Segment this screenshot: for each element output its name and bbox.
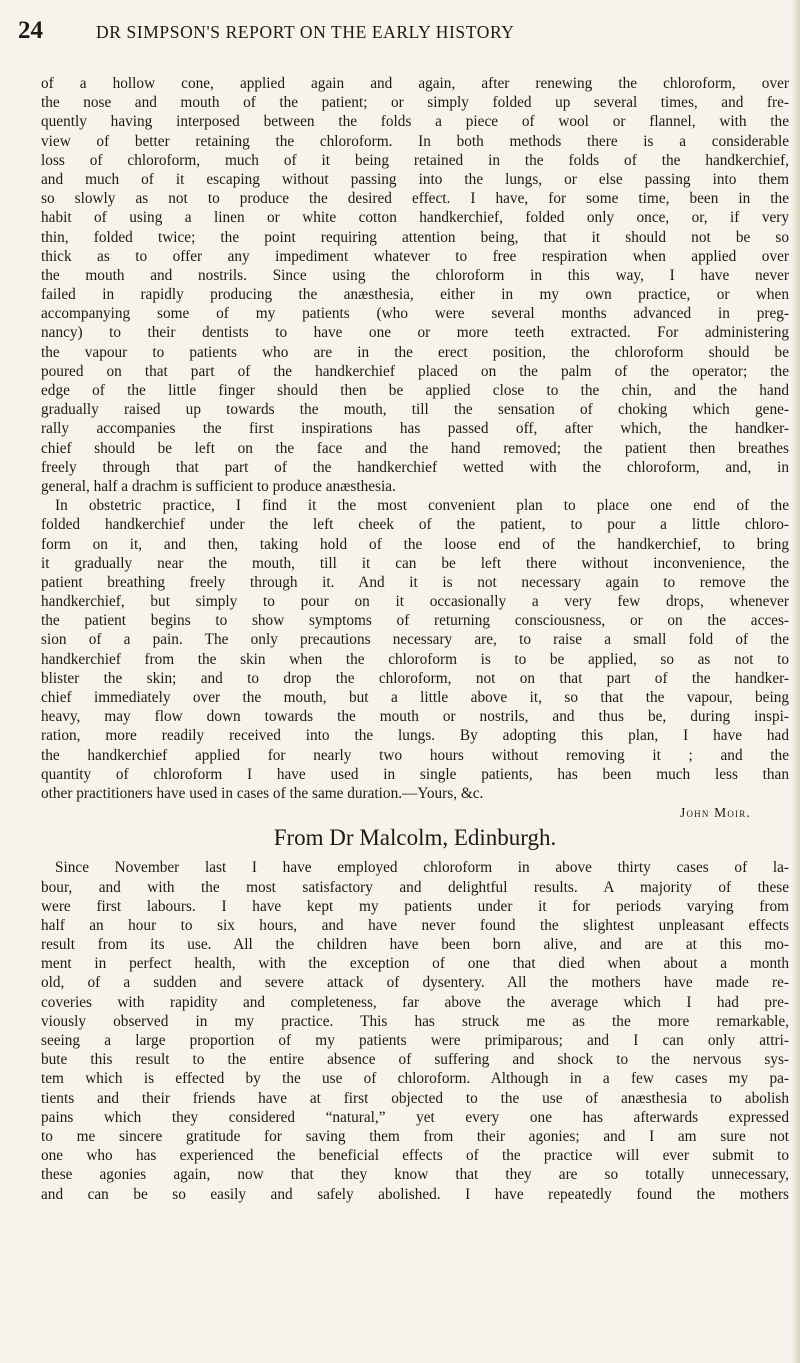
- text-line: these agonies again, now that they know that they are so totally unnecessary,: [41, 1166, 789, 1184]
- text-line: pains which they considered “natural,” yet every one has afterwards expressed: [41, 1108, 789, 1126]
- text-line: other practitioners have used in cases of the same duration.—Yours, &c.: [41, 784, 484, 802]
- text-line: so slowly as not to produce the desired effect. I have, for some time, been in the: [41, 190, 789, 208]
- text-line: and much of it escaping without passing into the lungs, or else passing into them: [41, 170, 789, 188]
- text-line: form on it, and then, taking hold of the loose end of the handkerchief, to bring: [41, 535, 789, 553]
- text-line: gradually raised up towards the mouth, till the sensation of choking which gene-: [41, 401, 789, 419]
- text-line: nancy) to their dentists to have one or more teeth extracted. For administering: [41, 324, 789, 342]
- body-text: [41, 74, 789, 1204]
- text-line: habit of using a linen or white cotton handkerchief, folded only once, or, if very: [41, 209, 789, 227]
- text-line: patient breathing freely through it. And it is not necessary again to remove the: [41, 573, 789, 591]
- text-line: result from its use. All the children have been born alive, and are at this mo-: [41, 936, 789, 954]
- text-line: tients and their friends have at first objected to the use of anæsthesia to abolish: [41, 1089, 789, 1107]
- malcolm-letter: [41, 858, 789, 1203]
- text-line: quantity of chloroform I have used in single patients, has been much less than: [41, 765, 789, 783]
- text-line: heavy, may flow down towards the mouth or nostrils, and thus be, during inspi-: [41, 708, 789, 726]
- text-line: one who has experienced the beneficial effects of the practice will ever submit to: [41, 1147, 789, 1165]
- text-line: loss of chloroform, much of it being retained in the folds of the handkerchief,: [41, 151, 789, 169]
- text-line: thin, folded twice; the point requiring attention being, that it should not be so: [41, 228, 789, 246]
- text-line: were first labours. I have kept my patients under it for periods varying from: [41, 897, 789, 915]
- text-line: chief immediately over the mouth, but a little above it, so that the vapour, being: [41, 689, 789, 706]
- text-line: the handkerchief applied for nearly two hours without removing it ; and the: [41, 746, 789, 764]
- text-line: view of better retaining the chloroform. In both methods there is a considerable: [41, 132, 789, 150]
- text-line: edge of the little finger should then be applied close to the chin, and the hand: [41, 382, 789, 399]
- text-line: the nose and mouth of the patient; or simply folded up several times, and fre-: [41, 94, 789, 112]
- text-line: Since November last I have employed chloroform in above thirty cases of la-: [55, 859, 789, 877]
- text-line: poured on that part of the handkerchief placed on the palm of the operator; the: [41, 362, 789, 380]
- text-line: handkerchief, but simply to pour on it occasionally a very few drops, whenever: [41, 593, 789, 611]
- text-line: failed in rapidly producing the anæsthesia, either in my own practice, or when: [41, 286, 789, 304]
- text-line: ment in perfect health, with the exception of one that died when about a month: [41, 955, 789, 973]
- text-line: seeing a large proportion of my patients were primiparous; and I can only attri-: [41, 1032, 789, 1049]
- text-line: of a hollow cone, applied again and again, after renewing the chloroform, over: [41, 75, 789, 92]
- text-line: tem which is effected by the use of chloroform. Although in a few cases my pa-: [41, 1070, 789, 1088]
- text-line: to me sincere gratitude for saving them from their agonies; and I am sure not: [41, 1127, 789, 1145]
- text-line: quently having interposed between the folds a piece of wool or flannel, with the: [41, 113, 789, 131]
- text-line: coveries with rapidity and completeness, far above the average which I had pre-: [41, 993, 789, 1011]
- text-line: the mouth and nostrils. Since using the chloroform in this way, I have never: [41, 266, 789, 284]
- text-line: thick as to offer any impediment whatever to free respiration when applied over: [41, 247, 789, 265]
- text-line: the patient begins to show symptoms of returning consciousness, or on the acces-: [41, 612, 789, 630]
- text-line: freely through that part of the handkerchief wetted with the chloroform, and, in: [41, 458, 789, 476]
- page-edge-shadow: [792, 0, 800, 1363]
- section-heading: From Dr Malcolm, Edinburgh.: [273, 825, 557, 851]
- moir-letter: [41, 74, 789, 803]
- text-line: blister the skin; and to drop the chloroform, not on that part of the handker-: [41, 669, 789, 687]
- text-line: half an hour to six hours, and have never found the slightest unpleasant effects: [41, 916, 789, 934]
- text-line: sion of a pain. The only precautions necessary are, to raise a small fold of the: [41, 631, 789, 649]
- signature: John Moir.: [679, 805, 751, 821]
- text-line: bour, and with the most satisfactory and delightful results. A majority of these: [41, 878, 789, 896]
- text-line: it gradually near the mouth, till it can be left there without inconvenience, the: [41, 554, 789, 572]
- text-line: ration, more readily received into the lungs. By adopting this plan, I have had: [41, 727, 789, 745]
- text-line: accompanying some of my patients (who were several months advanced in preg-: [41, 305, 789, 323]
- running-title: DR SIMPSON'S REPORT ON THE EARLY HISTORY: [96, 22, 515, 42]
- text-line: rally accompanies the first inspirations has passed off, after which, the handker-: [41, 420, 789, 438]
- text-line: general, half a drachm is sufficient to produce anæsthesia.: [41, 477, 396, 495]
- text-line: viously observed in my practice. This has struck me as the more remarkable,: [41, 1012, 789, 1030]
- text-line: and can be so easily and safely abolished. I have repeatedly found the mothers: [41, 1185, 789, 1203]
- text-line: In obstetric practice, I find it the most convenient plan to place one end of the: [55, 497, 789, 515]
- text-line: folded handkerchief under the left cheek of the patient, to pour a little chloro-: [41, 516, 789, 534]
- text-line: old, of a sudden and severe attack of dysentery. All the mothers have made re-: [41, 974, 789, 992]
- text-line: chief should be left on the face and the hand removed; the patient then breathes: [41, 439, 789, 457]
- text-line: handkerchief from the skin when the chloroform is to be applied, so as not to: [41, 650, 789, 668]
- page-number: 24: [18, 17, 43, 44]
- text-line: bute this result to the entire absence of suffering and shock to the nervous sys-: [41, 1051, 789, 1069]
- text-line: the vapour to patients who are in the erect position, the chloroform should be: [41, 343, 789, 361]
